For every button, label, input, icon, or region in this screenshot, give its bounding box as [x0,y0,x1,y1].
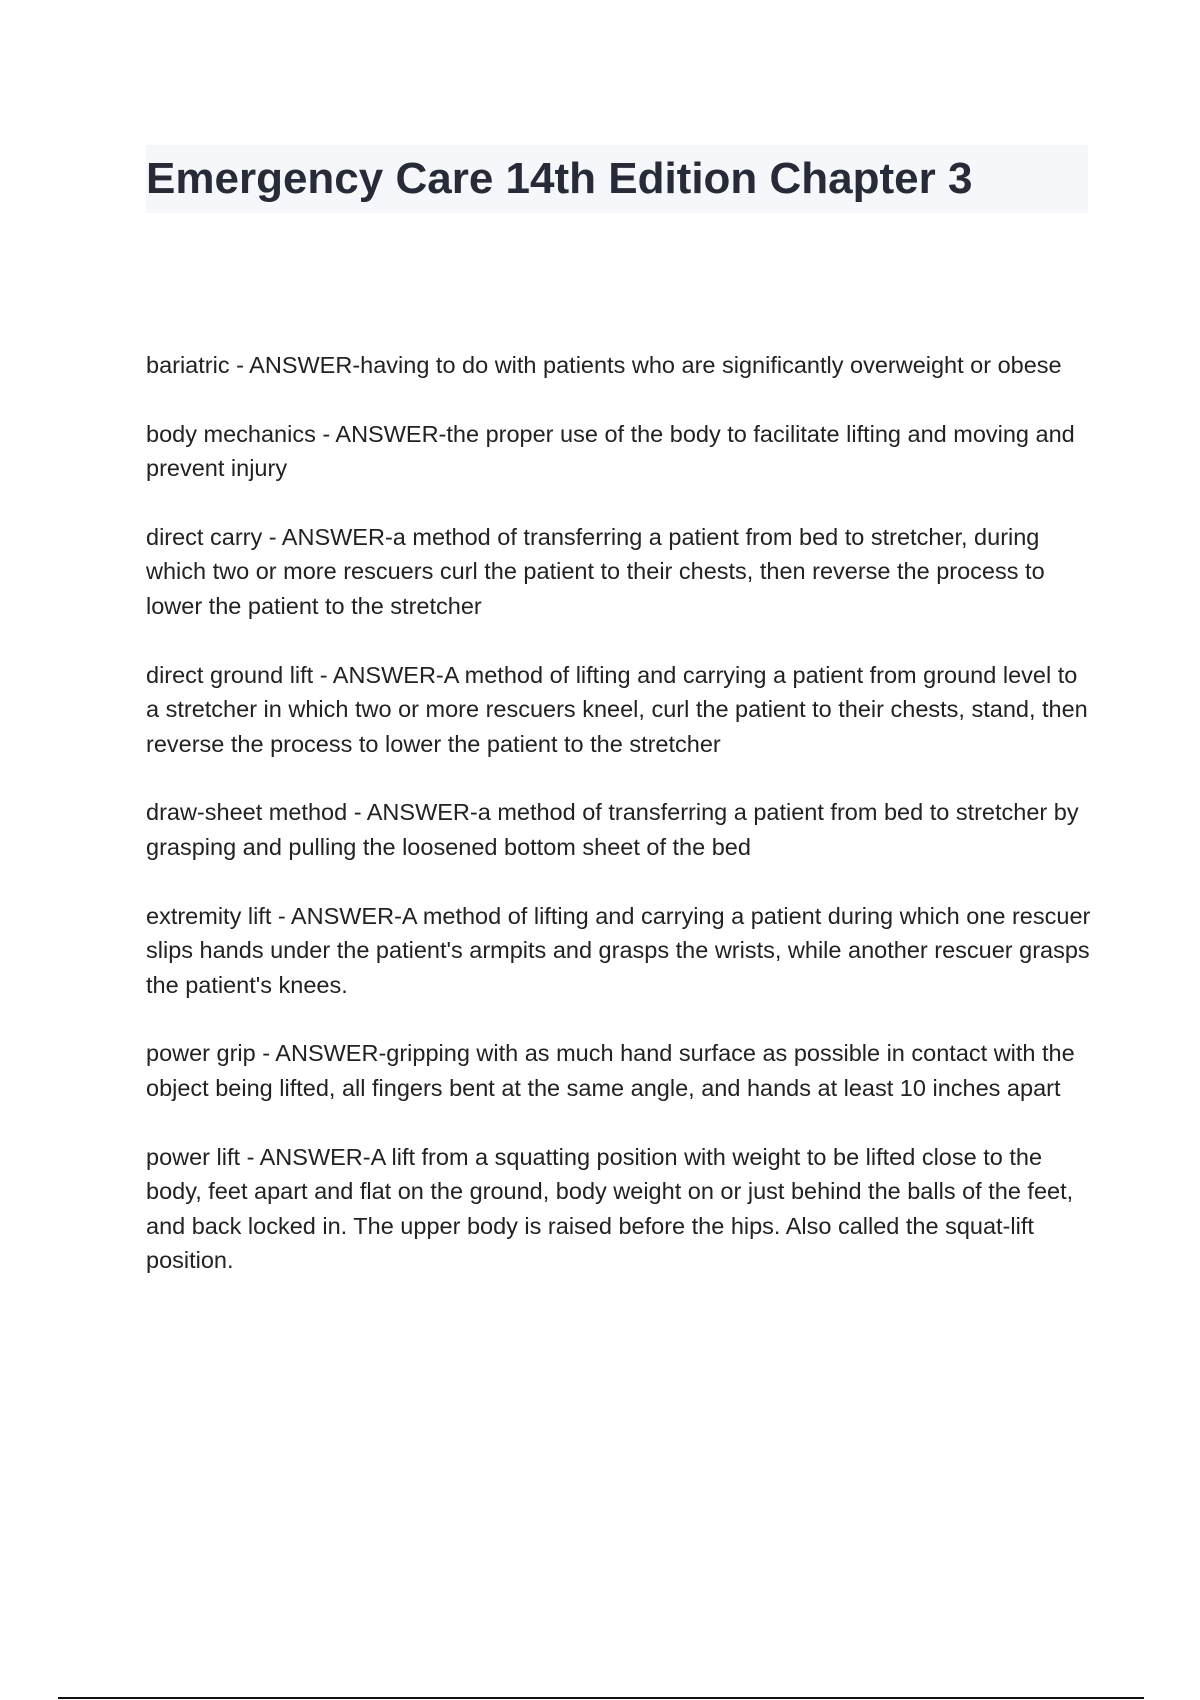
entry-power-lift: power lift - ANSWER-A lift from a squatting position with weight to be lifted close to the body, feet apart and flat on the ground, body weight on or just behind the balls of the feet, and back locked in. The upper body is raised before the hips. Also called the squat-lift position. [146,1143,1074,1274]
entry-direct-ground-lift: direct ground lift - ANSWER-A method of lifting and carrying a patient from ground level to a stretcher in which two or more rescuers kneel, curl the patient to their chests, stand, then reverse the process to lower the patient to the stretcher [146,661,1088,757]
entry-power-grip: power grip - ANSWER-gripping with as much hand surface as possible in contact with the object being lifted, all fingers bent at the same angle, and hands at least 10 inches apart [146,1040,1075,1101]
entry-extremity-lift: extremity lift - ANSWER-A method of lifting and carrying a patient during which one rescuer slips hands under the patient's armpits and grasps the wrists, while another rescuer grasps the patient's knees. [146,902,1091,998]
page-title: Emergency Care 14th Edition Chapter 3 [146,154,973,203]
entry-body-mechanics: body mechanics - ANSWER-the proper use of the body to facilitate lifting and moving and prevent injury [146,420,1075,482]
title-block [146,145,1088,213]
entry-direct-carry: direct carry - ANSWER-a method of transferring a patient from bed to stretcher, during which two or more rescuers curl the patient to their chests, then reverse the process to lower the patient to the stretcher [146,523,1045,619]
entry-draw-sheet-method: draw-sheet method - ANSWER-a method of transferring a patient from bed to stretcher by grasping and pulling the loosened bottom sheet of the bed [146,799,1079,860]
entry-list [146,348,1096,1312]
entry-bariatric: bariatric - ANSWER-having to do with patients who are significantly overweight or obese [146,352,1062,378]
page-bottom-rule [58,1697,1144,1699]
